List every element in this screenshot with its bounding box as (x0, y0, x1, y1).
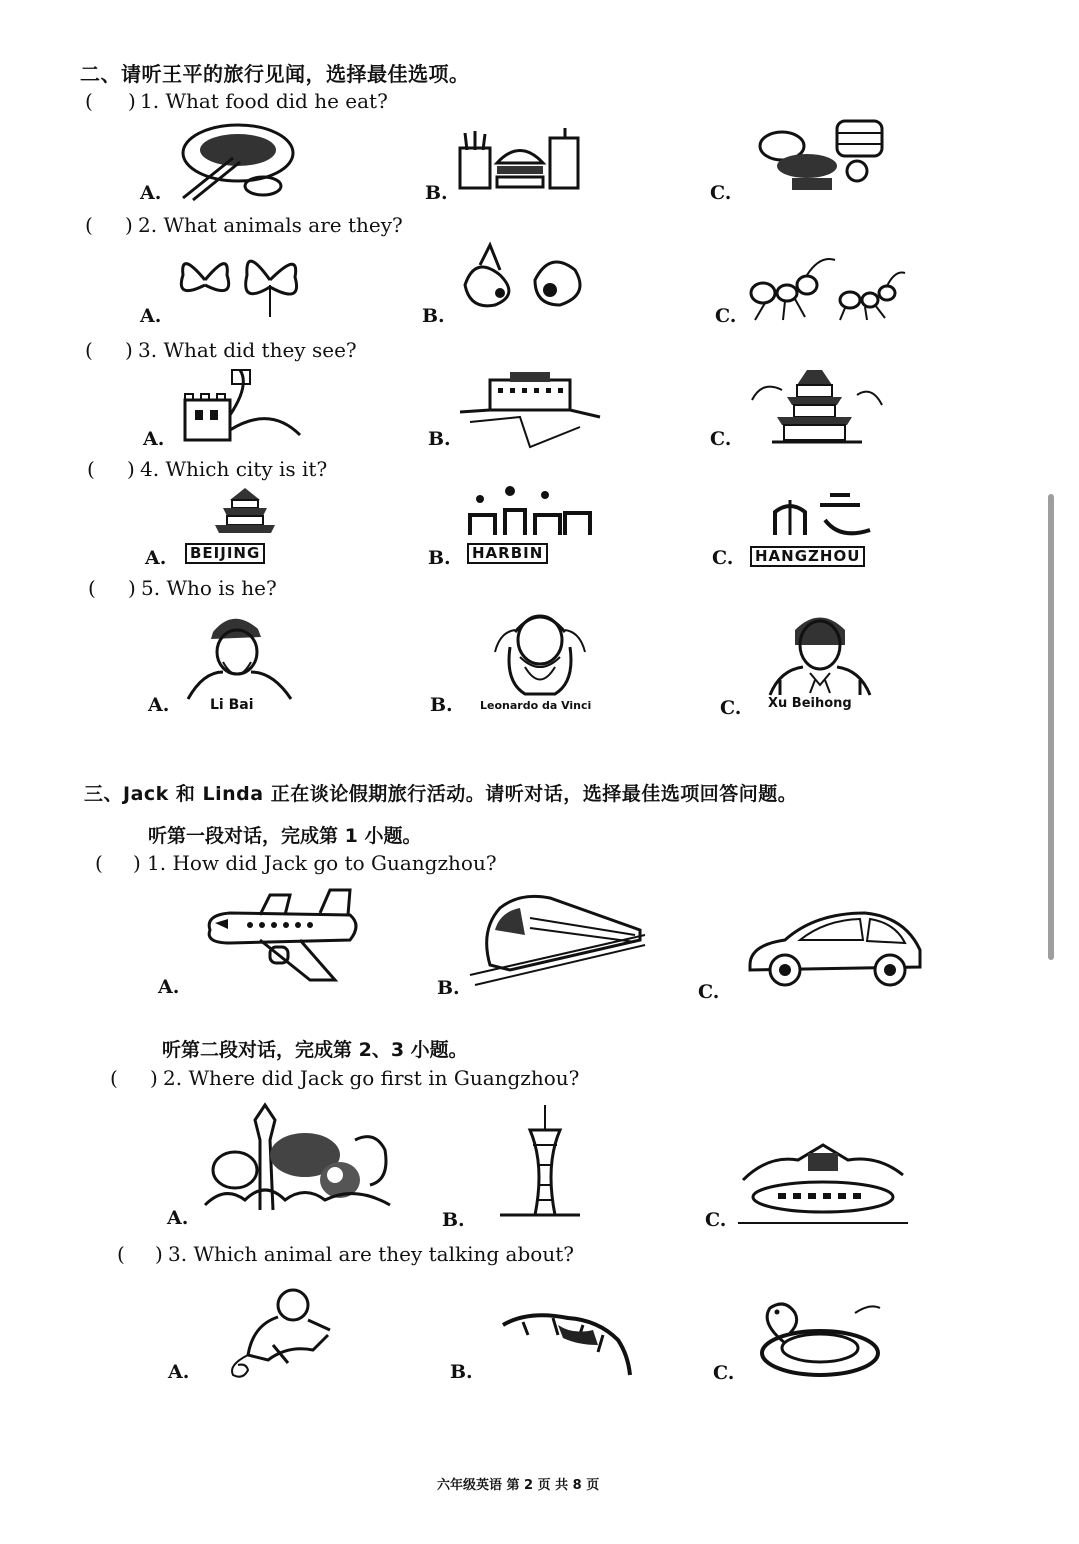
lizard-icon (498, 1300, 638, 1380)
question-text: 3. What did they see? (138, 338, 357, 362)
section-2-heading: 二、请听王平的旅行见闻，选择最佳选项。 (80, 62, 470, 86)
person-caption-xu-beihong: Xu Beihong (768, 696, 852, 711)
option-c[interactable]: C. (698, 981, 720, 1003)
bird-icon (455, 245, 595, 320)
temple-of-heaven-icon (215, 488, 275, 543)
pagoda-icon (752, 370, 887, 450)
answer-paren-open: ( (110, 1066, 118, 1090)
answer-paren-open: ( (95, 851, 103, 875)
answer-paren-open: ( (88, 576, 96, 600)
ant-icon (745, 255, 910, 325)
answer-paren-open: ( (117, 1242, 125, 1266)
answer-paren-open: ( (87, 457, 95, 481)
person-caption-da-vinci: Leonardo da Vinci (480, 699, 592, 712)
fastfood-icon (455, 128, 585, 198)
option-c[interactable]: C. (710, 182, 732, 204)
answer-paren-open: ( (85, 89, 93, 113)
option-a[interactable]: A. (140, 305, 162, 327)
potala-palace-icon (460, 372, 600, 447)
question-text: 2. Where did Jack go first in Guangzhou? (163, 1066, 580, 1090)
train-icon (470, 890, 645, 985)
answer-paren-open: ( (85, 213, 93, 237)
answer-paren-open: ( (85, 338, 93, 362)
answer-paren-close: ) (150, 1066, 158, 1090)
part-1-instruction: 听第一段对话，完成第 1 小题。 (148, 825, 422, 847)
monkey-icon (218, 1285, 338, 1380)
snake-icon (755, 1298, 885, 1380)
car-icon (745, 905, 925, 995)
hangzhou-icon (770, 490, 880, 545)
answer-paren-close: ) (133, 851, 141, 875)
option-c[interactable]: C. (710, 428, 732, 450)
question-text: 1. What food did he eat? (140, 89, 388, 113)
xu-beihong-icon (765, 605, 875, 695)
option-b[interactable]: B. (425, 182, 448, 204)
city-caption-harbin: HARBIN (467, 543, 548, 564)
question-text: 5. Who is he? (141, 576, 277, 600)
harbin-icon (465, 485, 595, 540)
dimsum-icon (752, 116, 887, 196)
option-a[interactable]: A. (145, 547, 167, 569)
option-a[interactable]: A. (167, 1207, 189, 1229)
option-b[interactable]: B. (422, 305, 445, 327)
canton-tower-icon (500, 1105, 580, 1220)
option-c[interactable]: C. (713, 1362, 735, 1384)
answer-paren-close: ) (125, 213, 133, 237)
option-b[interactable]: B. (442, 1209, 465, 1231)
question-text: 1. How did Jack go to Guangzhou? (147, 851, 497, 875)
answer-paren-close: ) (125, 338, 133, 362)
option-c[interactable]: C. (712, 547, 734, 569)
answer-paren-close: ) (128, 576, 136, 600)
option-c[interactable]: C. (715, 305, 737, 327)
option-c[interactable]: C. (705, 1209, 727, 1231)
plane-icon (200, 885, 365, 985)
zoo-icon (205, 1100, 395, 1215)
option-b[interactable]: B. (437, 977, 460, 999)
question-text: 3. Which animal are they talking about? (168, 1242, 574, 1266)
li-bai-icon (183, 607, 293, 699)
city-caption-hangzhou: HANGZHOU (750, 546, 865, 567)
city-caption-beijing: BEIJING (185, 543, 265, 564)
answer-paren-close: ) (128, 89, 136, 113)
option-a[interactable]: A. (140, 182, 162, 204)
memorial-hall-icon (738, 1135, 908, 1225)
vertical-scrollbar[interactable] (1048, 494, 1054, 960)
option-a[interactable]: A. (148, 694, 170, 716)
answer-paren-close: ) (155, 1242, 163, 1266)
answer-paren-close: ) (127, 457, 135, 481)
option-a[interactable]: A. (168, 1361, 190, 1383)
question-text: 2. What animals are they? (138, 213, 403, 237)
person-caption-li-bai: Li Bai (210, 697, 254, 713)
page-footer: 六年级英语 第 2 页 共 8 页 (437, 1478, 600, 1493)
da-vinci-icon (490, 602, 590, 697)
option-a[interactable]: A. (143, 428, 165, 450)
part-2-instruction: 听第二段对话，完成第 2、3 小题。 (162, 1039, 468, 1061)
section-3-heading: 三、Jack 和 Linda 正在谈论假期旅行活动。请听对话，选择最佳选项回答问题。 (84, 783, 798, 805)
question-text: 4. Which city is it? (140, 457, 328, 481)
option-c[interactable]: C. (720, 697, 742, 719)
great-wall-icon (180, 365, 305, 445)
option-a[interactable]: A. (158, 976, 180, 998)
option-b[interactable]: B. (430, 694, 453, 716)
food-icon (178, 118, 303, 203)
option-b[interactable]: B. (450, 1361, 473, 1383)
butterfly-icon (175, 245, 305, 320)
option-b[interactable]: B. (428, 428, 451, 450)
option-b[interactable]: B. (428, 547, 451, 569)
